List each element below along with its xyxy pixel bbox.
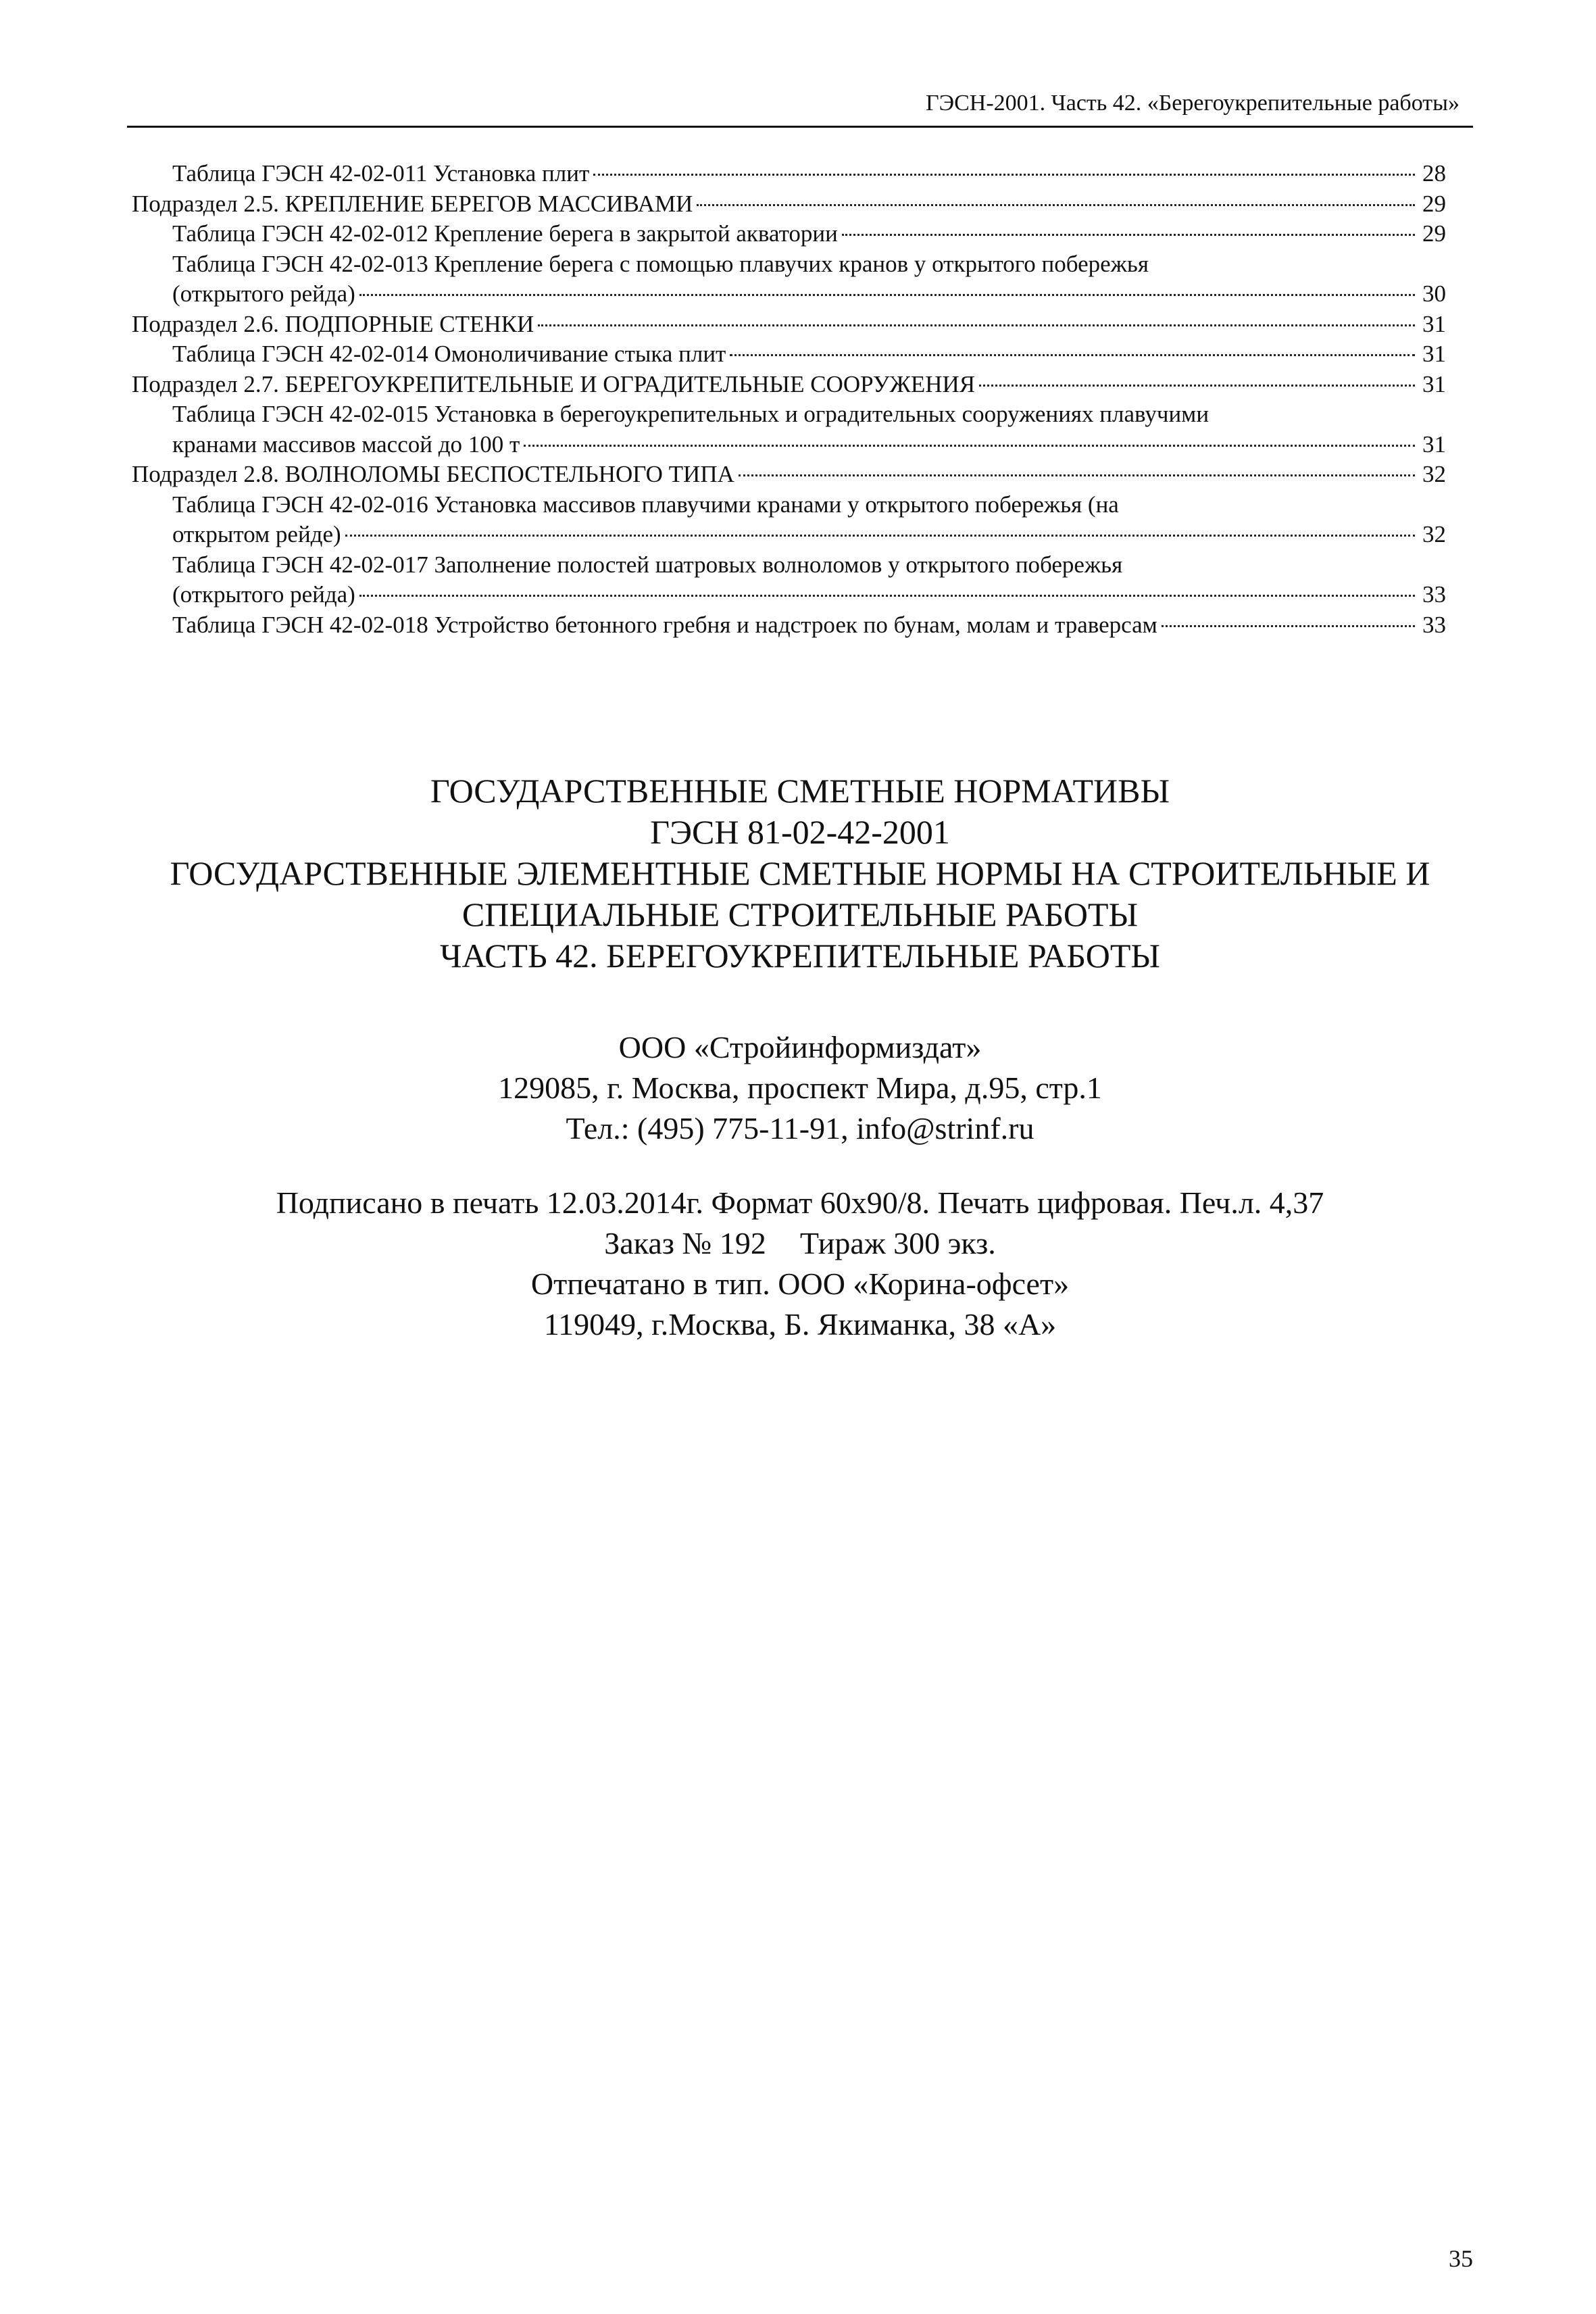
- toc-page-number: 32: [1422, 521, 1446, 547]
- toc-entry-title: Таблица ГЭСН 42-02-011 Установка плит: [172, 160, 590, 187]
- toc-entry: [132, 219, 1446, 249]
- main-title: [127, 770, 1473, 977]
- toc-entry-title: Таблица ГЭСН 42-02-017 Заполнение полостей шатровых волноломов у открытого побережья: [172, 551, 1123, 578]
- toc-entry-title: Таблица ГЭСН 42-02-012 Крепление берега в закрытой акватории: [172, 220, 838, 247]
- toc-entry-title: Подраздел 2.6. ПОДПОРНЫЕ СТЕНКИ: [132, 310, 534, 337]
- main-title-line: ГОСУДАРСТВЕННЫЕ ЭЛЕМЕНТНЫЕ СМЕТНЫЕ НОРМЫ НА СТРОИТЕЛЬНЫЕ И: [170, 854, 1430, 892]
- toc-line: [132, 370, 1446, 400]
- main-title-line: ЧАСТЬ 42. БЕРЕГОУКРЕПИТЕЛЬНЫЕ РАБОТЫ: [439, 937, 1161, 975]
- toc-line: [132, 610, 1446, 641]
- toc-entry: [132, 189, 1446, 220]
- toc-entry: [132, 339, 1446, 370]
- toc-leader-dots: [730, 354, 1415, 356]
- toc-leader-dots: [739, 474, 1415, 476]
- toc-page-number: 31: [1422, 430, 1446, 458]
- toc-page-number: 30: [1422, 280, 1446, 307]
- toc-page-number: 33: [1422, 581, 1446, 608]
- toc-page-number: 32: [1422, 461, 1446, 487]
- toc-entry-title: Подраздел 2.5. КРЕПЛЕНИЕ БЕРЕГОВ МАССИВАМИ: [132, 190, 693, 217]
- toc-entry: [132, 550, 1446, 610]
- toc-page-number: 33: [1422, 611, 1446, 638]
- toc-line: [132, 339, 1446, 370]
- toc-entry: [132, 310, 1446, 340]
- table-of-contents: [132, 159, 1446, 640]
- imprint-block: [127, 1183, 1473, 1345]
- toc-leader-dots: [979, 385, 1415, 387]
- toc-entry-title: Таблица ГЭСН 42-02-014 Омоноличивание стыка плит: [172, 341, 726, 367]
- toc-leader-dots: [697, 204, 1415, 206]
- toc-line: [132, 430, 1446, 460]
- imprint-printer-address: 119049, г.Москва, Б. Якиманка, 38 «А»: [543, 1307, 1057, 1341]
- toc-entry-title: Подраздел 2.8. ВОЛНОЛОМЫ БЕСПОСТЕЛЬНОГО ТИПА: [132, 461, 734, 487]
- header-rule: [127, 126, 1473, 128]
- toc-entry: [132, 460, 1446, 490]
- toc-entry-title: Таблица ГЭСН 42-02-018 Устройство бетонного гребня и надстроек по бунам, молам и траверсам: [172, 611, 1157, 638]
- main-title-line: ГЭСН 81-02-42-2001: [650, 813, 950, 851]
- toc-page-number: 29: [1422, 220, 1446, 247]
- toc-line: [132, 159, 1446, 189]
- toc-entry: [132, 370, 1446, 400]
- toc-leader-dots: [842, 234, 1415, 236]
- toc-leader-dots: [345, 535, 1415, 537]
- publisher-address: 129085, г. Москва, проспект Мира, д.95, стр.1: [498, 1070, 1102, 1105]
- imprint-order-line: [127, 1223, 1473, 1264]
- imprint-run: Тираж 300 экз.: [799, 1226, 996, 1260]
- publisher-name: ООО «Стройинформиздат»: [618, 1030, 982, 1064]
- toc-entry-title: Подраздел 2.7. БЕРЕГОУКРЕПИТЕЛЬНЫЕ И ОГРАДИТЕЛЬНЫЕ СООРУЖЕНИЯ: [132, 370, 976, 397]
- toc-leader-dots: [1162, 625, 1415, 627]
- imprint-signed: Подписано в печать 12.03.2014г. Формат 60х90/8. Печать цифровая. Печ.л. 4,37: [276, 1185, 1324, 1220]
- imprint-order: Заказ № 192: [604, 1226, 766, 1260]
- toc-entry: [132, 490, 1446, 550]
- toc-line: [132, 219, 1446, 249]
- toc-entry-title: Таблица ГЭСН 42-02-015 Установка в берегоукрепительных и оградительных сооружениях плавучими: [172, 401, 1210, 427]
- toc-entry-title-cont: кранами массивов массой до 100 т: [172, 430, 520, 458]
- toc-line: [132, 189, 1446, 220]
- imprint-printed-at: Отпечатано в тип. ООО «Корина-офсет»: [530, 1266, 1070, 1301]
- toc-line: [132, 520, 1446, 550]
- toc-entry-title-cont: (открытого рейда): [172, 280, 355, 307]
- toc-page-number: 31: [1422, 370, 1446, 397]
- toc-line: [132, 279, 1446, 310]
- publisher-contacts: Тел.: (495) 775-11-91, info@strinf.ru: [566, 1111, 1034, 1146]
- toc-line: [132, 460, 1446, 490]
- toc-page-number: 31: [1422, 341, 1446, 367]
- toc-leader-dots: [593, 174, 1415, 176]
- toc-entry: [132, 610, 1446, 641]
- toc-entry-title: Таблица ГЭСН 42-02-016 Установка массивов плавучими кранами у открытого побережья (на: [172, 491, 1119, 518]
- toc-leader-dots: [524, 445, 1415, 447]
- toc-entry-title-cont: открытом рейде): [172, 521, 341, 547]
- toc-entry: [132, 399, 1446, 460]
- toc-entry: [132, 249, 1446, 310]
- page-number: 35: [1449, 2245, 1473, 2272]
- toc-entry-title: Таблица ГЭСН 42-02-013 Крепление берега с помощью плавучих кранов у открытого побережья: [172, 250, 1149, 277]
- toc-line: [132, 580, 1446, 610]
- running-header: ГЭСН-2001. Часть 42. «Берегоукрепительные работы»: [925, 91, 1460, 116]
- toc-leader-dots: [538, 324, 1415, 326]
- main-title-line: СПЕЦИАЛЬНЫЕ СТРОИТЕЛЬНЫЕ РАБОТЫ: [462, 895, 1139, 933]
- toc-page-number: 28: [1422, 160, 1446, 187]
- toc-line: [132, 310, 1446, 340]
- publisher-block: [127, 1027, 1473, 1149]
- toc-leader-dots: [359, 294, 1415, 296]
- toc-page-number: 29: [1422, 190, 1446, 217]
- main-title-line: ГОСУДАРСТВЕННЫЕ СМЕТНЫЕ НОРМАТИВЫ: [430, 772, 1170, 810]
- toc-leader-dots: [359, 595, 1415, 597]
- toc-entry-title-cont: (открытого рейда): [172, 581, 355, 608]
- toc-entry: [132, 159, 1446, 189]
- toc-page-number: 31: [1422, 310, 1446, 337]
